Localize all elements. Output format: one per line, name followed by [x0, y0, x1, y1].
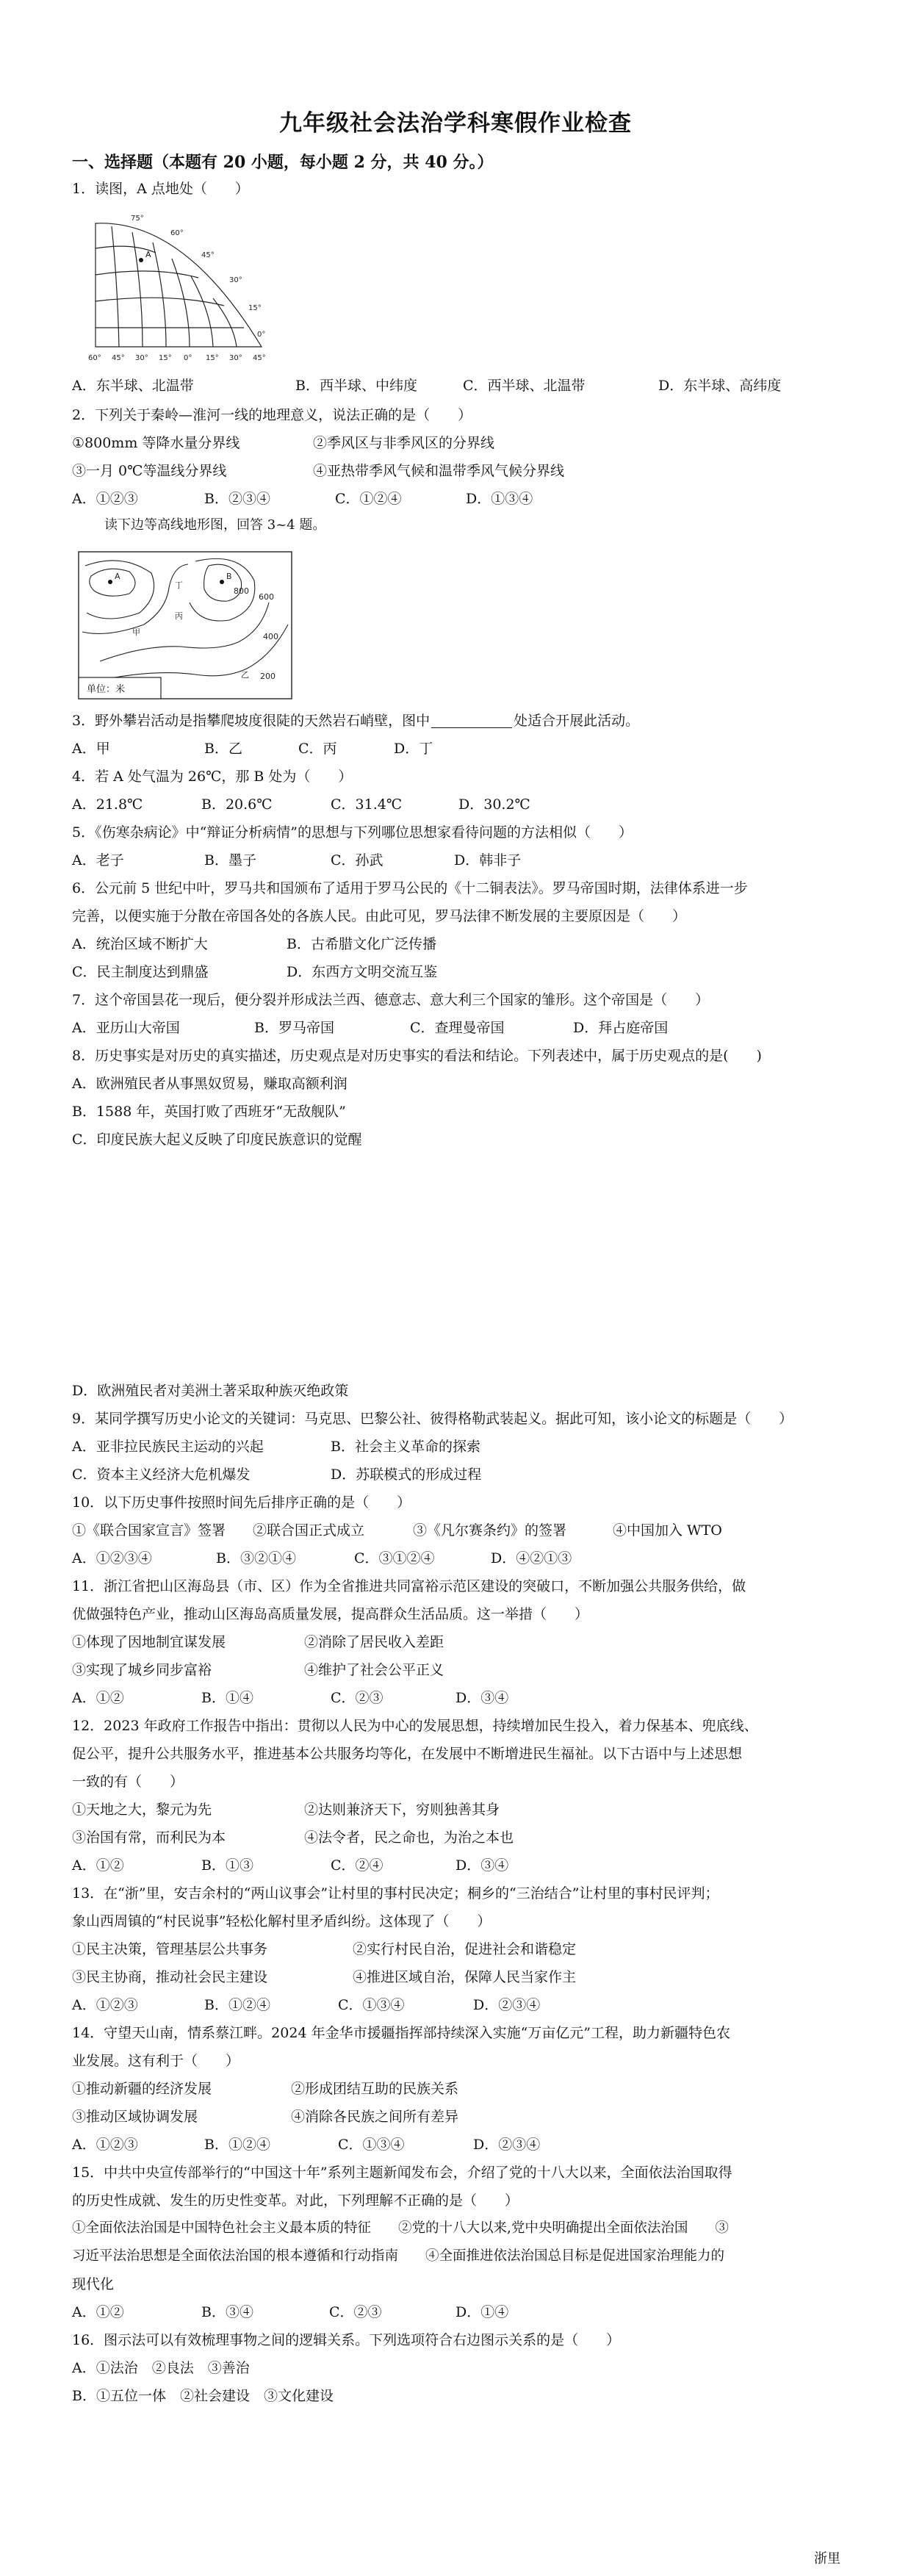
q15-option-a[interactable]: A．①② [72, 2304, 124, 2320]
q12-item-2: ②达则兼济天下，穷则独善其身 [304, 1802, 500, 1818]
q10-item-2: ②联合国正式成立 [253, 1522, 365, 1539]
q4-stem: 4．若 A 处气温为 26℃，那 B 处为（ ） [72, 769, 353, 785]
q11-option-c[interactable]: C．②③ [331, 1690, 384, 1706]
q4-option-c[interactable]: C．31.4℃ [331, 796, 403, 813]
q1-option-c[interactable]: C．西半球、北温带 [463, 378, 586, 394]
contour-value: 800 [234, 586, 249, 596]
meridian-line [112, 226, 119, 347]
q3-stem [72, 711, 639, 730]
q11-item-1: ①体现了因地制宜谋发展 [72, 1634, 226, 1650]
contour-label-bing: 丙 [175, 611, 183, 621]
q13-option-d[interactable]: D．②③④ [473, 1997, 541, 2013]
q10-item-3: ③《凡尔赛条约》的签署 [413, 1522, 567, 1539]
contour-value: 600 [259, 592, 274, 602]
point-a-label: A [145, 250, 151, 259]
q3-option-a[interactable]: A．甲 [72, 741, 110, 757]
lon-label: 60° [88, 354, 101, 362]
map-boundary [96, 223, 262, 347]
lon-label: 30° [229, 354, 242, 362]
q2-option-b[interactable]: B．②③④ [204, 491, 270, 507]
q16-option-b[interactable]: B．①五位一体 ②社会建设 ③文化建设 [72, 2388, 334, 2404]
q16-option-a[interactable]: A．①法治 ②良法 ③善治 [72, 2360, 250, 2376]
q12-stem-line1: 12．2023 年政府工作报告中指出：贯彻以人民为中心的发展思想，持续增加民生投入，着力保基本、兜底线、 [72, 1718, 758, 1734]
meridian-line [132, 232, 143, 347]
q14-option-c[interactable]: C．①③④ [338, 2137, 405, 2153]
lat-label: 45° [201, 251, 215, 259]
q13-item-2: ②实行村民自治，促进社会和谐稳定 [353, 1941, 577, 1957]
q14-option-b[interactable]: B．①②④ [204, 2137, 270, 2153]
q1-option-d[interactable]: D．东半球、高纬度 [658, 378, 782, 394]
q7-option-d[interactable]: D．拜占庭帝国 [573, 1020, 669, 1036]
summit-b-marker [220, 580, 224, 584]
q3-stem-before: 3．野外攀岩活动是指攀爬坡度很陡的天然岩石峭壁，图中 [72, 713, 431, 729]
contour-value: 200 [260, 672, 276, 681]
q14-option-a[interactable]: A．①②③ [72, 2137, 138, 2153]
q12-option-c[interactable]: C．②④ [331, 1857, 384, 1874]
q14-item-2: ②形成团结互助的民族关系 [291, 2081, 459, 2097]
contour-map [78, 551, 292, 699]
q6-option-c[interactable]: C．民主制度达到鼎盛 [72, 964, 209, 980]
q2-option-c[interactable]: C．①②④ [335, 491, 402, 507]
q8-option-d[interactable]: D．欧洲殖民者对美洲土著采取种族灭绝政策 [72, 1383, 349, 1399]
contour-line [82, 564, 188, 633]
lat-label: 15° [248, 304, 262, 312]
q14-item-1: ①推动新疆的经济发展 [72, 2081, 212, 2097]
q13-option-a[interactable]: A．①②③ [72, 1997, 138, 2013]
q15-stem-line1: 15．中共中央宣传部举行的“中国这十年”系列主题新闻发布会，介绍了党的十八大以来，全面依法治国取得 [72, 2165, 732, 2181]
q11-item-3: ③实现了城乡同步富裕 [72, 1662, 212, 1678]
q1-stem: 1．读图，A 点地处（ ） [72, 181, 249, 197]
q9-option-b[interactable]: B．社会主义革命的探索 [331, 1439, 480, 1455]
q12-stem-line3: 一致的有（ ） [72, 1774, 184, 1790]
meridian-line [172, 259, 190, 347]
q13-stem-line1: 13．在“浙”里，安吉余村的“两山议事会”让村里的事村民决定；桐乡的“三治结合”让村里的事村民评判； [72, 1885, 719, 1902]
q15-stem-line2: 的历史性成就、发生的历史性变革。对此，下列理解不正确的是（ ） [72, 2192, 519, 2209]
page-title: 九年级社会法治学科寒假作业检查 [279, 110, 632, 137]
q15-option-b[interactable]: B．③④ [201, 2304, 253, 2320]
q14-stem-line1: 14．守望天山南，情系蔡江畔。2024 年金华市援疆指挥部持续深入实施“万亩亿元”工程，助力新疆特色农 [72, 2025, 730, 2041]
q12-option-b[interactable]: B．①③ [201, 1857, 253, 1874]
section-heading: 一、选择题（本题有 20 小题，每小题 2 分，共 40 分。） [72, 153, 494, 172]
lon-label: 15° [206, 354, 219, 362]
q7-option-a[interactable]: A．亚历山大帝国 [72, 1020, 180, 1036]
contour-label-a: A [115, 572, 120, 581]
q15-option-c[interactable]: C．②③ [329, 2304, 382, 2320]
q6-option-a[interactable]: A．统治区域不断扩大 [72, 936, 208, 952]
parallel-line [96, 271, 198, 278]
q12-stem-line2: 促公平，提升公共服务水平，推进基本公共服务均等化，在发展中不断增进民生福祉。以下古语中与上述思想 [72, 1746, 743, 1762]
q11-option-d[interactable]: D．③④ [455, 1690, 509, 1706]
q9-option-d[interactable]: D．苏联模式的形成过程 [331, 1467, 482, 1483]
q3-option-c[interactable]: C．丙 [298, 741, 337, 757]
q13-item-3: ③民主协商，推动社会民主建设 [72, 1969, 268, 1985]
contour-intro: 读下边等高线地形图，回答 3~4 题。 [104, 517, 326, 533]
q3-option-d[interactable]: D．丁 [394, 741, 433, 757]
q14-item-4: ④消除各民族之间所有差异 [291, 2109, 459, 2125]
lat-label: 75° [131, 215, 144, 223]
q10-stem: 10．以下历史事件按照时间先后排序正确的是（ ） [72, 1494, 411, 1511]
q12-option-d[interactable]: D．③④ [455, 1857, 509, 1874]
q2-item-3: ③一月 0℃等温线分界线 [72, 463, 227, 479]
q10-item-4: ④中国加入 WTO [613, 1522, 722, 1539]
contour-label-ding: 丁 [175, 580, 183, 590]
contour-label-jia: 甲 [132, 627, 140, 637]
q9-option-a[interactable]: A．亚非拉民族民主运动的兴起 [72, 1439, 264, 1455]
q14-stem-line2: 业发展。这有利于（ ） [72, 2053, 240, 2069]
q1-option-a[interactable]: A．东半球、北温带 [72, 378, 194, 394]
contour-label-yi: 乙 [241, 670, 249, 680]
q9-stem: 9．某同学撰写历史小论文的关键词：马克思、巴黎公社、彼得格勒武装起义。据此可知，该小论文的标题是（ ） [72, 1411, 793, 1427]
q11-item-2: ②消除了居民收入差距 [304, 1634, 444, 1650]
q10-option-b[interactable]: B．③②①④ [216, 1550, 296, 1566]
q2-stem: 2．下列关于秦岭—淮河一线的地理意义，说法正确的是（ ） [72, 407, 472, 423]
q5-option-b[interactable]: B．墨子 [204, 852, 256, 868]
q10-option-a[interactable]: A．①②③④ [72, 1550, 152, 1566]
contour-line [93, 625, 288, 682]
q2-item-1: ①800mm 等降水量分界线 [72, 435, 240, 451]
q15-option-d[interactable]: D．①④ [455, 2304, 509, 2320]
q15-items-line3: 现代化 [72, 2276, 115, 2292]
q12-item-4: ④法令者，民之命也，为治之本也 [304, 1830, 514, 1846]
q10-option-d[interactable]: D．④②①③ [491, 1550, 572, 1566]
q2-item-2: ②季风区与非季风区的分界线 [313, 435, 495, 451]
q2-option-d[interactable]: D．①③④ [466, 491, 533, 507]
contour-value: 400 [263, 632, 278, 641]
q8-stem: 8．历史事实是对历史的真实描述，历史观点是对历史事实的看法和结论。下列表述中，属于历史观点的是( ) [72, 1048, 762, 1064]
unit-label: 单位：米 [87, 684, 126, 695]
q13-option-b[interactable]: B．①②④ [204, 1997, 270, 2013]
q11-stem-line1: 11．浙江省把山区海岛县（市、区）作为全省推进共同富裕示范区建设的突破口，不断加强公共服务供给，做 [72, 1578, 746, 1594]
q13-item-4: ④推进区域自治，保障人民当家作主 [353, 1969, 577, 1985]
q8-option-c[interactable]: C．印度民族大起义反映了印度民族意识的觉醒 [72, 1132, 362, 1148]
contour-label-b: B [226, 572, 232, 581]
q6-option-b[interactable]: B．古希腊文化广泛传播 [287, 936, 436, 952]
lat-label: 30° [229, 276, 242, 284]
summit-a-marker [108, 580, 112, 584]
q7-stem: 7．这个帝国昙花一现后，便分裂并形成法兰西、德意志、意大利三个国家的雏形。这个帝国是（ ） [72, 992, 710, 1008]
q10-option-c[interactable]: C．③①②④ [354, 1550, 435, 1566]
q11-option-a[interactable]: A．①② [72, 1690, 124, 1706]
q12-item-1: ①天地之大，黎元为先 [72, 1802, 212, 1818]
lon-label: 15° [159, 354, 172, 362]
lon-label: 0° [184, 354, 192, 362]
q5-option-d[interactable]: D．韩非子 [454, 852, 522, 868]
q3-answer-blank[interactable] [431, 713, 512, 728]
lon-label: 45° [253, 354, 266, 362]
q1-option-b[interactable]: B．西半球、中纬度 [295, 378, 417, 394]
q8-option-a[interactable]: A．欧洲殖民者从事黑奴贸易，赚取高额利润 [72, 1076, 348, 1092]
parallel-line [96, 298, 224, 306]
q3-stem-after: 处适合开展此活动。 [514, 713, 640, 729]
q6-stem-line2: 完善，以便实施于分散在帝国各处的各族人民。由此可见，罗马法律不断发展的主要原因是（ ） [72, 908, 687, 924]
lon-label: 30° [135, 354, 148, 362]
q7-option-c[interactable]: C．查理曼帝国 [410, 1020, 505, 1036]
q1-graticule-map [73, 210, 279, 366]
page-footer: 浙里 [814, 2551, 840, 2566]
q15-items-line1: ①全面依法治国是中国特色社会主义最本质的特征 ②党的十八大以来,党中央明确提出全面依法治国 ③ [72, 2220, 729, 2236]
q7-option-b[interactable]: B．罗马帝国 [254, 1020, 334, 1036]
q6-stem-line1: 6．公元前 5 世纪中叶，罗马共和国颁布了适用于罗马公民的《十二铜表法》。罗马帝国时期，法律体系进一步 [72, 880, 748, 896]
point-a-marker [139, 258, 143, 262]
q6-option-d[interactable]: D．东西方文明交流互鉴 [287, 964, 438, 980]
q15-items-line2: 习近平法治思想是全面依法治国的根本遵循和行动指南 ④全面推进依法治国总目标是促进国家治理能力的 [72, 2248, 725, 2264]
lon-label: 45° [112, 354, 125, 362]
q4-option-a[interactable]: A．21.8℃ [72, 796, 143, 813]
q11-option-b[interactable]: B．①④ [201, 1690, 253, 1706]
q11-stem-line2: 优做强特色产业，推动山区海岛高质量发展，提高群众生活品质。这一举措（ ） [72, 1606, 589, 1622]
q5-stem: 5．《伤寒杂病论》中“辩证分析病情”的思想与下列哪位思想家看待问题的方法相似（ ） [72, 824, 633, 841]
q12-item-3: ③治国有常，而利民为本 [72, 1830, 226, 1846]
q4-option-d[interactable]: D．30.2℃ [458, 796, 530, 813]
q2-item-4: ④亚热带季风气候和温带季风气候分界线 [313, 463, 565, 479]
q14-option-d[interactable]: D．②③④ [473, 2137, 541, 2153]
q13-option-c[interactable]: C．①③④ [338, 1997, 405, 2013]
q4-option-b[interactable]: B．20.6℃ [201, 796, 273, 813]
q9-option-c[interactable]: C．资本主义经济大危机爆发 [72, 1467, 251, 1483]
q16-stem: 16．图示法可以有效梳理事物之间的逻辑关系。下列选项符合右边图示关系的是（ ） [72, 2332, 621, 2348]
lat-label: 0° [257, 331, 266, 339]
q3-option-b[interactable]: B．乙 [204, 741, 242, 757]
q13-item-1: ①民主决策，管理基层公共事务 [72, 1941, 268, 1957]
q14-item-3: ③推动区域协调发展 [72, 2109, 198, 2125]
lat-label: 60° [170, 229, 184, 237]
contour-line [100, 602, 269, 661]
q5-option-a[interactable]: A．老子 [72, 852, 124, 868]
q12-option-a[interactable]: A．①② [72, 1857, 124, 1874]
q13-stem-line2: 象山西周镇的“村民说事”轻松化解村里矛盾纠纷。这体现了（ ） [72, 1913, 491, 1929]
q11-item-4: ④维护了社会公平正义 [304, 1662, 444, 1678]
q2-option-a[interactable]: A．①②③ [72, 491, 138, 507]
q10-item-1: ①《联合国家宣言》签署 [72, 1522, 226, 1539]
q5-option-c[interactable]: C．孙武 [331, 852, 384, 868]
meridian-line [153, 242, 166, 347]
q8-option-b[interactable]: B．1588 年，英国打败了西班牙“无敌舰队” [72, 1104, 346, 1120]
meridian-line [191, 276, 213, 347]
